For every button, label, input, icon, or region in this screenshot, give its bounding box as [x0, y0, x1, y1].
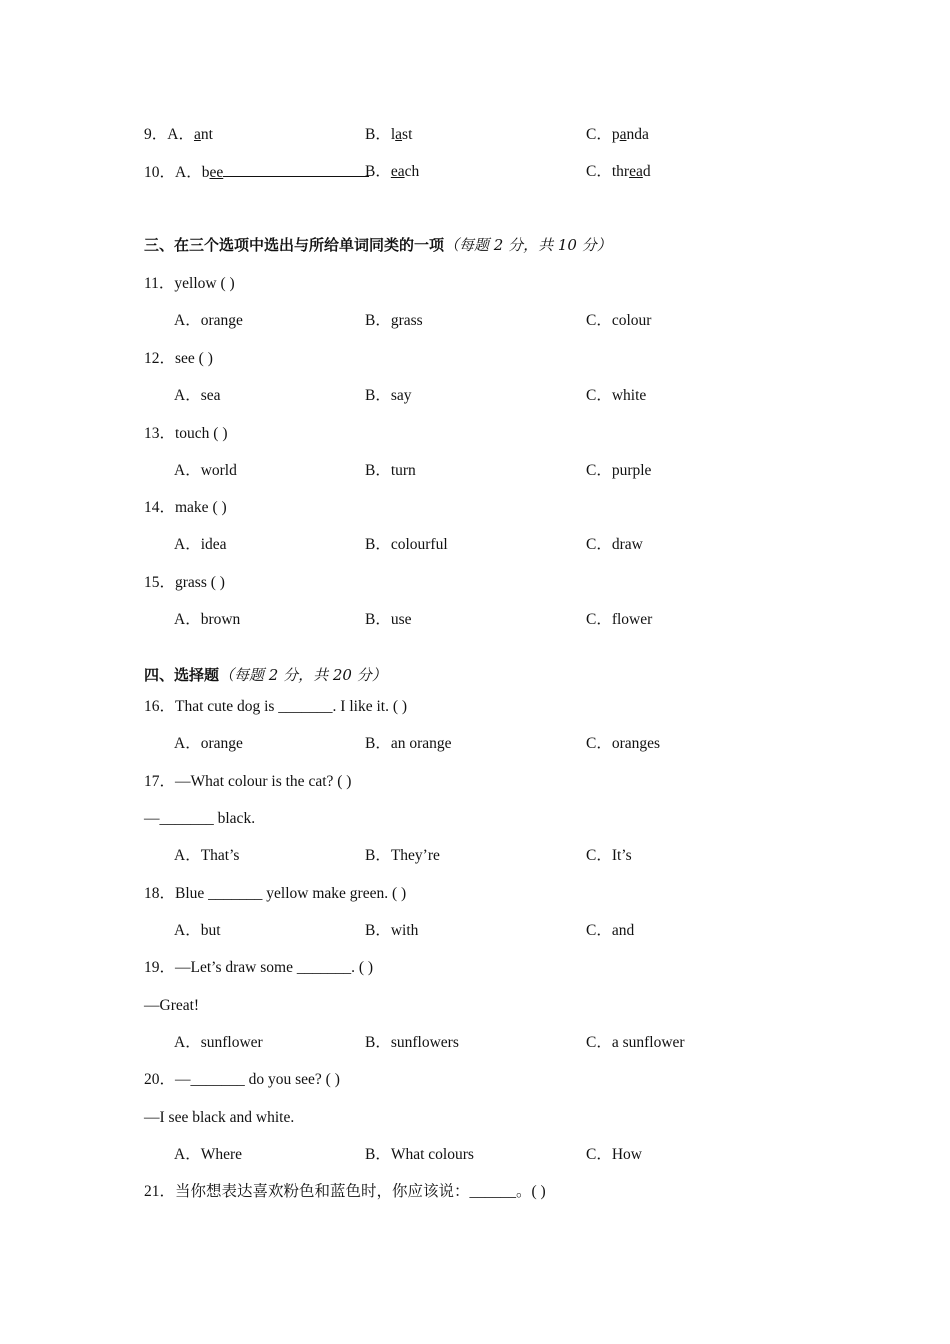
underlined-letters: ea	[629, 163, 643, 180]
question-9	[144, 125, 213, 145]
question-17-option-c[interactable]: C．It’s	[586, 847, 632, 864]
question-17-option-a[interactable]: A．That’s	[174, 847, 240, 864]
question-17-reply: —_______ black.	[144, 810, 256, 827]
section-4-heading	[144, 665, 387, 685]
question-9-option-c[interactable]	[586, 125, 649, 145]
question-19-option-c[interactable]: C．a sunflower	[586, 1034, 685, 1051]
question-13-option-c[interactable]: C．purple	[586, 462, 652, 479]
question-12-option-b[interactable]: B．say	[365, 387, 412, 404]
question-11-option-b[interactable]: B．grass	[365, 312, 423, 329]
option-text: p	[611, 126, 620, 143]
question-12-option-c[interactable]: C．white	[586, 387, 647, 404]
question-14-option-a[interactable]: A．idea	[174, 536, 227, 553]
underlined-letters: a	[193, 126, 201, 143]
question-18-option-a[interactable]: A．but	[174, 922, 221, 939]
option-letter: A．	[167, 126, 194, 143]
question-13-stem: 13．touch ( )	[144, 425, 228, 442]
underlined-letters: ee	[209, 164, 224, 181]
option-text: st	[402, 126, 413, 143]
option-text: b	[201, 164, 210, 181]
question-17-stem: 17．—What colour is the cat? ( )	[144, 773, 352, 790]
option-text: nt	[200, 126, 213, 143]
question-17-option-b[interactable]: B．They’re	[365, 847, 440, 864]
question-18-option-c[interactable]: C．and	[586, 922, 635, 939]
question-11-option-c[interactable]: C．colour	[586, 312, 652, 329]
question-13-option-a[interactable]: A．world	[174, 462, 237, 479]
option-text: d	[642, 163, 651, 180]
question-20-reply: —I see black and white.	[144, 1109, 295, 1126]
question-20-option-c[interactable]: C．How	[586, 1146, 642, 1163]
question-number: 10．	[144, 164, 176, 181]
question-16-option-b[interactable]: B．an orange	[365, 735, 452, 752]
question-16-option-c[interactable]: C．oranges	[586, 735, 661, 752]
section-title: 四、选择题	[144, 666, 220, 684]
question-18-stem: 18．Blue _______ yellow make green. ( )	[144, 885, 407, 902]
question-20-option-a[interactable]: A．Where	[174, 1146, 242, 1163]
question-15-option-c[interactable]: C．flower	[586, 611, 653, 628]
question-20-option-b[interactable]: B．What colours	[365, 1146, 474, 1163]
question-21-stem: 21．当你想表达喜欢粉色和蓝色时，你应该说：______。( )	[144, 1183, 546, 1200]
question-15-option-a[interactable]: A．brown	[174, 611, 241, 628]
question-10	[144, 162, 369, 183]
section-title: 三、在三个选项中选出与所给单词同类的一项	[144, 236, 445, 254]
option-text: thr	[611, 163, 630, 180]
option-letter: C．	[586, 163, 612, 180]
question-11-option-a[interactable]: A．orange	[174, 312, 243, 329]
option-letter: A．	[175, 164, 202, 181]
question-10-option-b[interactable]	[365, 162, 419, 182]
question-19-stem: 19．—Let’s draw some _______. ( )	[144, 959, 374, 976]
question-16-option-a[interactable]: A．orange	[174, 735, 243, 752]
question-12-stem: 12．see ( )	[144, 350, 213, 367]
question-12-option-a[interactable]: A．sea	[174, 387, 221, 404]
question-9-option-b[interactable]	[365, 125, 412, 145]
question-number: 9．	[144, 126, 168, 143]
option-letter: B．	[365, 163, 391, 180]
question-20-stem: 20．—_______ do you see? ( )	[144, 1071, 340, 1088]
option-letter: C．	[586, 126, 612, 143]
section-3-heading	[144, 235, 612, 255]
question-18-option-b[interactable]: B．with	[365, 922, 419, 939]
underlined-letters: ea	[390, 163, 405, 180]
question-15-stem: 15．grass ( )	[144, 574, 225, 591]
question-14-option-c[interactable]: C．draw	[586, 536, 643, 553]
option-letter: B．	[365, 126, 391, 143]
question-19-reply: —Great!	[144, 997, 200, 1014]
question-16-stem: 16．That cute dog is _______. I like it. ( )	[144, 698, 408, 715]
question-10-option-c[interactable]	[586, 162, 651, 182]
question-13-option-b[interactable]: B．turn	[365, 462, 416, 479]
section-score-note: （每题 2 分，共 20 分）	[219, 666, 387, 684]
question-19-option-a[interactable]: A．sunflower	[174, 1034, 263, 1051]
question-14-option-b[interactable]: B．colourful	[365, 536, 448, 553]
question-19-option-b[interactable]: B．sunflowers	[365, 1034, 459, 1051]
option-text: l	[390, 126, 396, 143]
option-text: nda	[626, 126, 649, 143]
question-15-option-b[interactable]: B．use	[365, 611, 412, 628]
question-14-stem: 14．make ( )	[144, 499, 227, 516]
underlined-letters: a	[395, 126, 403, 143]
question-11-stem: 11．yellow ( )	[144, 275, 235, 292]
blank-underline	[223, 162, 369, 177]
option-text: ch	[404, 163, 420, 180]
section-score-note: （每题 2 分，共 10 分）	[444, 236, 612, 254]
underlined-letters: a	[619, 126, 627, 143]
